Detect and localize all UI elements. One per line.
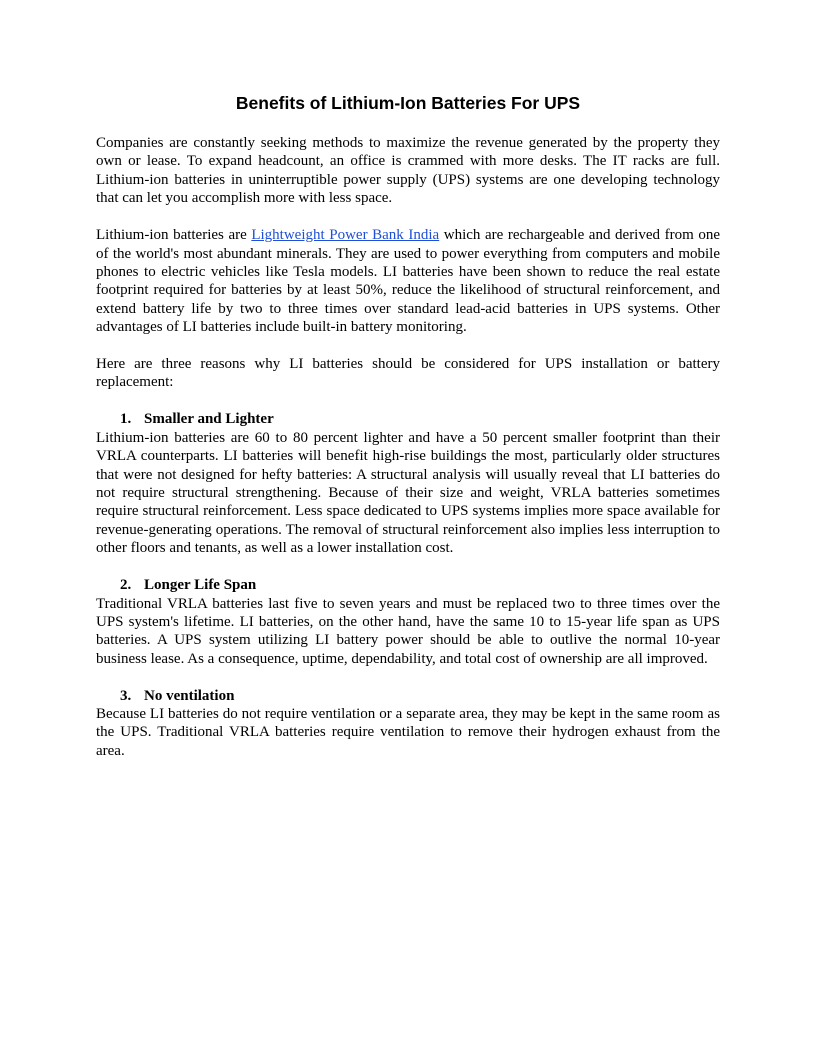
paragraph-2-text-before: Lithium-ion batteries are	[96, 227, 252, 244]
section-body: Lithium-ion batteries are 60 to 80 percent lighter and have a 50 percent smaller footprint than their VRLA counterparts. LI batteries will benefit high-rise buildings the most, particularly older structures that were not designed for hefty batteries: A structural analysis will usually reveal that LI batteries do not require structural strengthening. Because of their size and weight, VRLA batteries sometimes require structural reinforcement. Less space dedicated to UPS systems implies more space available for revenue-generating operations. The removal of structural reinforcement also implies less interruption to other floors and tenants, as well as a lower installation cost.	[96, 429, 720, 557]
document-title: Benefits of Lithium-Ion Batteries For UPS	[235, 93, 581, 113]
section-3	[96, 687, 720, 761]
section-heading-text: Longer Life Span	[144, 577, 257, 594]
section-heading	[96, 410, 720, 428]
section-heading	[96, 576, 720, 594]
section-number: 1.	[120, 411, 132, 428]
lightweight-power-bank-link[interactable]: Lightweight Power Bank India	[251, 227, 440, 244]
document-page	[96, 92, 720, 779]
section-2	[96, 576, 720, 668]
section-number: 2.	[120, 577, 132, 594]
paragraph-2-text-after: which are rechargeable and derived from one of the world's most abundant minerals. They are used to power everything from computers and mobile phones to electric vehicles like Tesla models. LI batteries have been shown to reduce the real estate footprint required for batteries by at least 50%, reduce the likelihood of structural reinforcement, and extend battery life by two to three times over standard lead-acid batteries in UPS systems. Other advantages of LI batteries include built-in battery monitoring.	[96, 227, 720, 336]
section-body: Because LI batteries do not require ventilation or a separate area, they may be kept in the same room as the UPS. Traditional VRLA batteries require ventilation to remove their hydrogen exhaust from the area.	[96, 706, 720, 759]
paragraph-2	[96, 226, 720, 336]
section-body: Traditional VRLA batteries last five to seven years and must be replaced two to three times over the UPS system's lifetime. LI batteries, on the other hand, have the same 10 to 15-year life span as UPS batteries. A UPS system utilizing LI battery power should be able to outlive the normal 10-year business lease. As a consequence, uptime, dependability, and total cost of ownership are all improved.	[96, 595, 720, 667]
paragraph-3: Here are three reasons why LI batteries should be considered for UPS installation or battery replacement:	[96, 356, 720, 391]
section-heading-text: Smaller and Lighter	[144, 411, 274, 428]
section-heading	[96, 687, 720, 705]
section-1	[96, 410, 720, 557]
intro-paragraph: Companies are constantly seeking methods to maximize the revenue generated by the property they own or lease. To expand headcount, an office is crammed with more desks. The IT racks are full. Lithium-ion batteries in uninterruptible power supply (UPS) systems are one developing technology that can let you accomplish more with less space.	[96, 135, 720, 207]
section-heading-text: No ventilation	[144, 687, 235, 704]
section-number: 3.	[120, 687, 132, 704]
